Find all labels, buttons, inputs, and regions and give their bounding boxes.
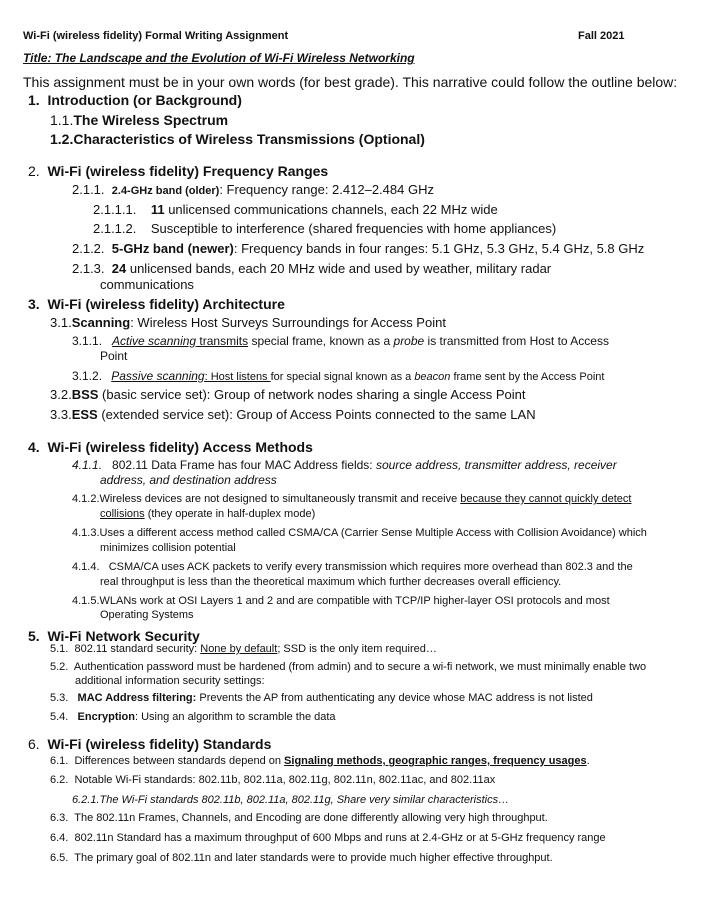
item-text: Characteristics of Wireless Transmissions (Optional) [73, 131, 425, 147]
outline-item [50, 408, 536, 423]
item-number: 4.1.4. [72, 561, 100, 573]
item-number: 2.1.1. [72, 182, 105, 197]
section-title: Wi-Fi (wireless fidelity) Frequency Ranges [47, 163, 329, 179]
outline-item [50, 832, 606, 845]
item-number: 2.1.1.2. [93, 221, 137, 236]
item-underlined: : Host listens [204, 371, 271, 383]
item-text: Uses a different access method called CSMA/CA (Carrier Sense Multiple Access with Collision Avoidance) which [99, 527, 647, 539]
item-text: frame sent by the Access Point [450, 371, 605, 383]
item-text: WLANs work at OSI Layers 1 and 2 and are compatible with TCP/IP higher-layer OSI protocols and most [99, 595, 610, 607]
outline-item [50, 661, 646, 674]
item-number: 1.2. [50, 131, 74, 147]
section-3-heading [28, 296, 285, 312]
outline-item [93, 222, 556, 237]
item-text: Notable Wi-Fi standards: 802.11b, 802.11a, 802.11g, 802.11n, 802.11ac, and 802.11ax [74, 774, 496, 786]
item-underlined: collisions [100, 508, 145, 520]
section-number: 5. [28, 628, 40, 644]
item-text: : Frequency range: 2.412–2.484 GHz [219, 182, 434, 197]
section-4-heading [28, 439, 313, 455]
item-number: 4.1.5. [72, 595, 100, 607]
item-continuation: address, and destination address [100, 473, 277, 487]
section-title: Wi-Fi (wireless fidelity) Standards [47, 736, 272, 752]
item-text: for special signal known as a [270, 371, 415, 383]
item-bold: 11 [150, 202, 165, 217]
section-1-heading [28, 92, 242, 108]
item-text: Differences between standards depend on [74, 755, 285, 767]
item-number: 1.1. [50, 112, 74, 128]
item-italic: source address, transmitter address, receiver [375, 458, 617, 472]
item-number: 5.3. [50, 692, 69, 704]
outline-item [50, 643, 437, 656]
item-text: : Frequency bands in four ranges: 5.1 GHz, 5.3 GHz, 5.4 GHz, 5.8 GHz [233, 241, 645, 256]
outline-item [50, 852, 553, 865]
item-underlined: Passive scanning [111, 369, 205, 383]
outline-item [72, 527, 647, 540]
outline-item [50, 316, 446, 331]
item-text: (extended service set): Group of Access Points connected to the same LAN [97, 407, 536, 422]
item-number: 6.2.1. [72, 794, 100, 806]
item-text: 802.11n Standard has a maximum throughput of 600 Mbps and runs at 2.4-GHz or at 5-GHz frequency range [74, 832, 606, 844]
outline-item [50, 812, 548, 825]
item-underlined: transmits [196, 334, 249, 348]
item-text: 802.11 Data Frame has four MAC Address fields: [112, 458, 376, 472]
item-number: 5.1. [50, 643, 69, 655]
item-italic: beacon [414, 371, 451, 383]
item-text: The Wi-Fi standards [99, 794, 202, 806]
section-number: 1. [28, 92, 40, 108]
item-continuation: additional information security settings: [75, 675, 265, 687]
item-bold: 5-GHz band (newer) [111, 241, 234, 256]
outline-item [93, 203, 498, 218]
item-text: Susceptible to interference (shared frequencies with home appliances) [150, 221, 557, 236]
item-underlined: because they cannot quickly detect [460, 493, 632, 505]
section-2-heading [28, 163, 328, 179]
item-number: 6.5. [50, 852, 69, 864]
item-number: 2.1.2. [72, 241, 105, 256]
item-number: 4.1.1. [72, 458, 103, 472]
item-text: unlicensed bands, each 20 MHz wide and used by weather, military radar [126, 261, 552, 276]
item-continuation: real throughput is less than the theoretical maximum which further decreases overall efficiency. [100, 576, 562, 588]
item-text: The 802.11n Frames, Channels, and Encoding are done differently allowing very high throughput. [74, 812, 548, 824]
item-text: Prevents the AP from authenticating any device whose MAC address is not listed [196, 692, 593, 704]
item-number: 6.2. [50, 774, 69, 786]
outline-item [72, 595, 610, 608]
item-text: (they operate in half-duplex mode) [144, 508, 316, 520]
item-text: 802.11 standard security: [74, 643, 201, 655]
outline-item: 6.1. Differences between standards depend on Signaling methods, geographic ranges, frequency usages. [50, 755, 590, 767]
item-italic: 802.11b, 802.11a, 802.11g, Share very similar characteristics… [201, 794, 510, 806]
section-6-heading [28, 736, 271, 752]
document-title: Title: The Landscape and the Evolution of Wi-Fi Wireless Networking [23, 51, 415, 65]
item-number: 6.1. [50, 755, 69, 767]
item-underlined: None by default [200, 643, 278, 655]
outline-item [72, 242, 644, 257]
item-bold-underlined: Signaling methods, geographic ranges, frequency usages [284, 755, 587, 767]
outline-item [72, 335, 609, 349]
item-italic: probe [393, 334, 425, 348]
item-continuation: minimizes collision potential [100, 542, 236, 554]
item-text: is transmitted from Host to Access [424, 334, 609, 348]
section-title: Wi-Fi Network Security [47, 628, 200, 644]
outline-item [72, 183, 434, 198]
section-5-heading [28, 628, 200, 644]
item-bold: MAC Address filtering: [77, 692, 197, 704]
item-number: 3.1. [50, 315, 72, 330]
section-number: 6. [28, 736, 40, 752]
outline-item [72, 459, 617, 473]
outline-item [72, 262, 551, 277]
item-number: 6.3. [50, 812, 69, 824]
item-text: ; SSD is the only item required… [277, 643, 437, 655]
item-text: Authentication password must be hardened (from admin) and to secure a wi-fi network, we must minimally enable two [73, 661, 647, 673]
section-title: Introduction (or Background) [47, 92, 242, 108]
item-underlined: Active scanning [112, 334, 197, 348]
item-continuation: Point [100, 349, 128, 363]
item-number: 5.4. [50, 711, 69, 723]
item-text: Wireless devices are not designed to simultaneously transmit and receive [99, 493, 461, 505]
item-number: 2.1.1.1. [93, 202, 137, 217]
item-number: 3.2. [50, 387, 72, 402]
item-text: (basic service set): Group of network nodes sharing a single Access Point [98, 387, 526, 402]
item-number: 6.4. [50, 832, 69, 844]
outline-item [50, 711, 336, 724]
item-continuation [100, 508, 315, 521]
item-bold: 24 [111, 261, 127, 276]
item-number: 4.1.3. [72, 527, 100, 539]
item-text: The primary goal of 802.11n and later standards were to provide much higher effective throughput. [74, 852, 553, 864]
item-number: 3.1.2. [72, 369, 103, 383]
item-number: 5.2. [50, 661, 69, 673]
item-text: The Wireless Spectrum [73, 112, 229, 128]
term-label: Fall 2021 [578, 30, 625, 42]
section-title: Wi-Fi (wireless fidelity) Access Methods [47, 439, 313, 455]
item-text: : Using an algorithm to scramble the data [134, 711, 336, 723]
outline-item [50, 131, 425, 147]
item-bold: Encryption [77, 711, 135, 723]
item-text: unlicensed communications channels, each 22 MHz wide [164, 202, 498, 217]
intro-text: This assignment must be in your own words (for best grade). This narrative could follow the outline below: [23, 74, 678, 90]
outline-item [50, 692, 593, 705]
item-bold: ESS [71, 407, 98, 422]
item-continuation: Operating Systems [100, 609, 194, 621]
section-number: 2. [28, 163, 40, 179]
item-number: 4.1.2. [72, 493, 100, 505]
item-number: 3.3. [50, 407, 72, 422]
item-text: : Wireless Host Surveys Surroundings for Access Point [130, 315, 446, 330]
item-text: special frame, known as a [248, 334, 394, 348]
assignment-header: Wi-Fi (wireless fidelity) Formal Writing Assignment [23, 30, 289, 42]
item-number: 2.1.3. [72, 261, 105, 276]
section-title: Wi-Fi (wireless fidelity) Architecture [47, 296, 285, 312]
outline-item [72, 493, 632, 506]
outline-item [50, 388, 525, 403]
item-text: CSMA/CA uses ACK packets to verify every transmission which requires more overhead than 802.3 and the [108, 561, 633, 573]
outline-item [50, 774, 495, 787]
section-number: 3. [28, 296, 40, 312]
outline-item [72, 370, 604, 384]
item-bold: BSS [71, 387, 99, 402]
item-bold: Scanning [71, 315, 131, 330]
item-number: 3.1.1. [72, 334, 103, 348]
item-bold: 2.4-GHz band (older) [111, 185, 220, 197]
section-number: 4. [28, 439, 40, 455]
outline-item [72, 561, 633, 574]
outline-item [72, 794, 509, 807]
outline-item [50, 112, 228, 128]
item-continuation: communications [100, 277, 194, 292]
